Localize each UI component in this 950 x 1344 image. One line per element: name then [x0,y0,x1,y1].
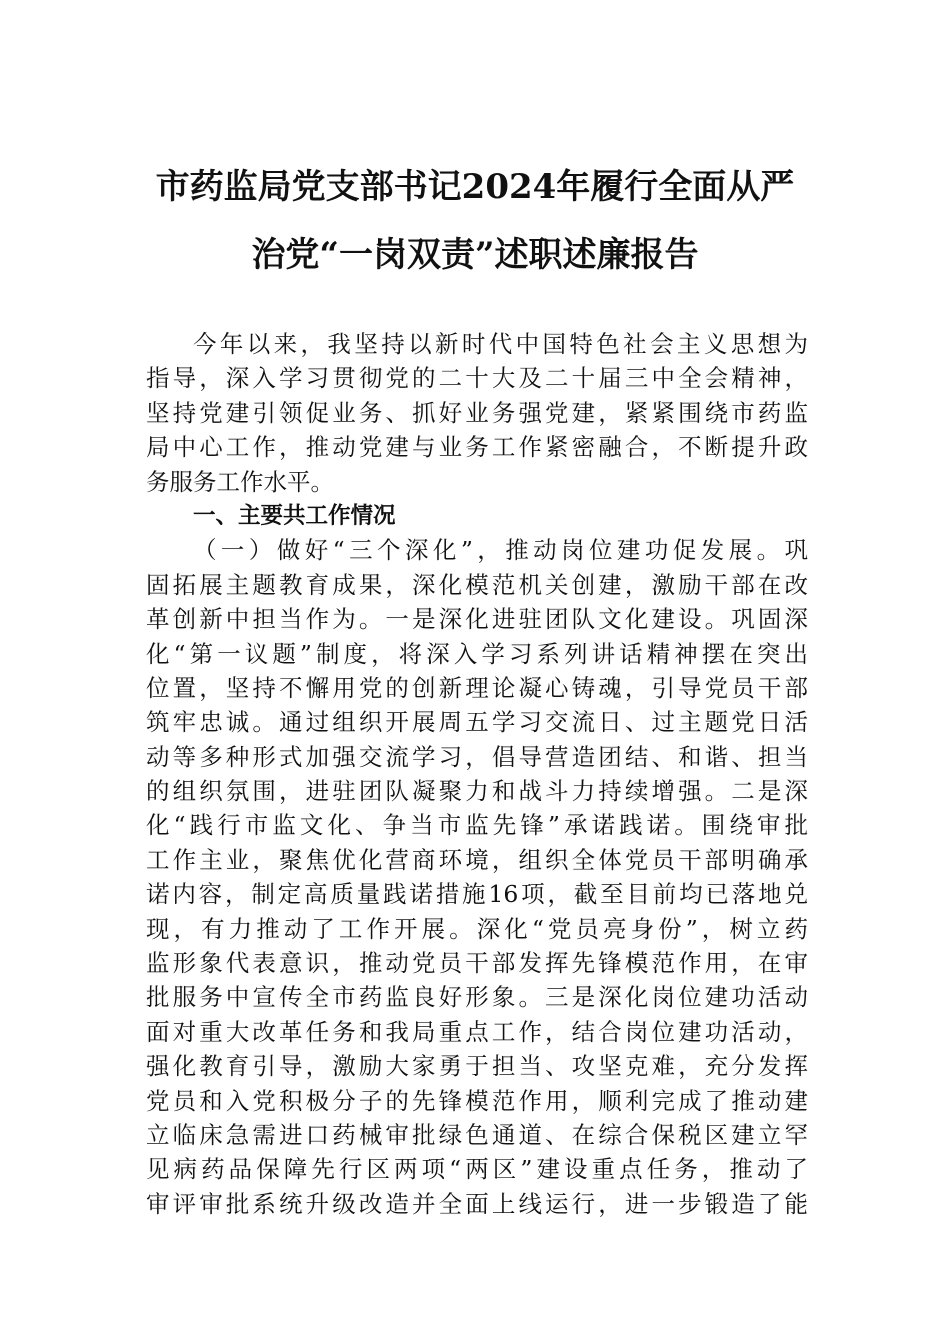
section-line: 立临床急需进口药械审批绿色通道、在综合保税区建立罕 [146,1120,808,1149]
section-line: 位置，坚持不懈用党的创新理论凝心铸魂，引导党员干部 [146,673,808,702]
document-title-line-1: 市药监局党支部书记2024年履行全面从严 [155,167,795,207]
section-line: 党员和入党积极分子的先锋模范作用，顺利完成了推动建 [146,1086,808,1115]
intro-line: 坚持党建引领促业务、抓好业务强党建，紧紧围绕市药监 [146,398,808,427]
document-body [146,327,808,1221]
section-line: 见病药品保障先行区两项“两区”建设重点任务，推动了 [146,1155,808,1184]
section-line: 强化教育引导，激励大家勇于担当、攻坚克难，充分发挥 [146,1052,808,1081]
intro-line: 指导，深入学习贯彻党的二十大及二十届三中全会精神， [146,364,808,393]
section-line: 现，有力推动了工作开展。深化“党员亮身份”，树立药 [146,914,808,943]
section-line: 动等多种形式加强交流学习，倡导营造团结、和谐、担当 [146,742,808,771]
section-heading: 一、主要共工作情况 [193,502,396,529]
section-line: 监形象代表意识，推动党员干部发挥先锋模范作用，在审 [146,949,808,978]
section-line: 审评审批系统升级改造并全面上线运行，进一步锻造了能 [146,1189,808,1218]
section-line: 固拓展主题教育成果，深化模范机关创建，激励干部在改 [146,570,808,599]
section-line: 化“第一议题”制度，将深入学习系列讲话精神摆在突出 [146,639,808,668]
document-title-line-2: 治党“一岗双责”述职述廉报告 [251,235,699,275]
section-line: 面对重大改革任务和我局重点工作，结合岗位建功活动， [146,1017,808,1046]
intro-line: 今年以来，我坚持以新时代中国特色社会主义思想为 [193,330,808,358]
section-line: （一）做好“三个深化”，推动岗位建功促发展。巩 [193,536,808,565]
section-line: 的组织氛围，进驻团队凝聚力和战斗力持续增强。二是深 [146,777,808,806]
section-line: 化“践行市监文化、争当市监先锋”承诺践诺。围绕审批 [146,811,808,840]
intro-line: 务服务工作水平。 [146,467,334,496]
section-line: 革创新中担当作为。一是深化进驻团队文化建设。巩固深 [146,605,808,634]
section-line: 筑牢忠诚。通过组织开展周五学习交流日、过主题党日活 [146,708,808,737]
intro-line: 局中心工作，推动党建与业务工作紧密融合，不断提升政 [146,433,808,462]
section-line: 批服务中宣传全市药监良好形象。三是深化岗位建功活动 [146,983,808,1012]
section-line: 工作主业，聚焦优化营商环境，组织全体党员干部明确承 [146,845,808,874]
section-line: 诺内容，制定高质量践诺措施16项，截至目前均已落地兑 [146,880,808,909]
